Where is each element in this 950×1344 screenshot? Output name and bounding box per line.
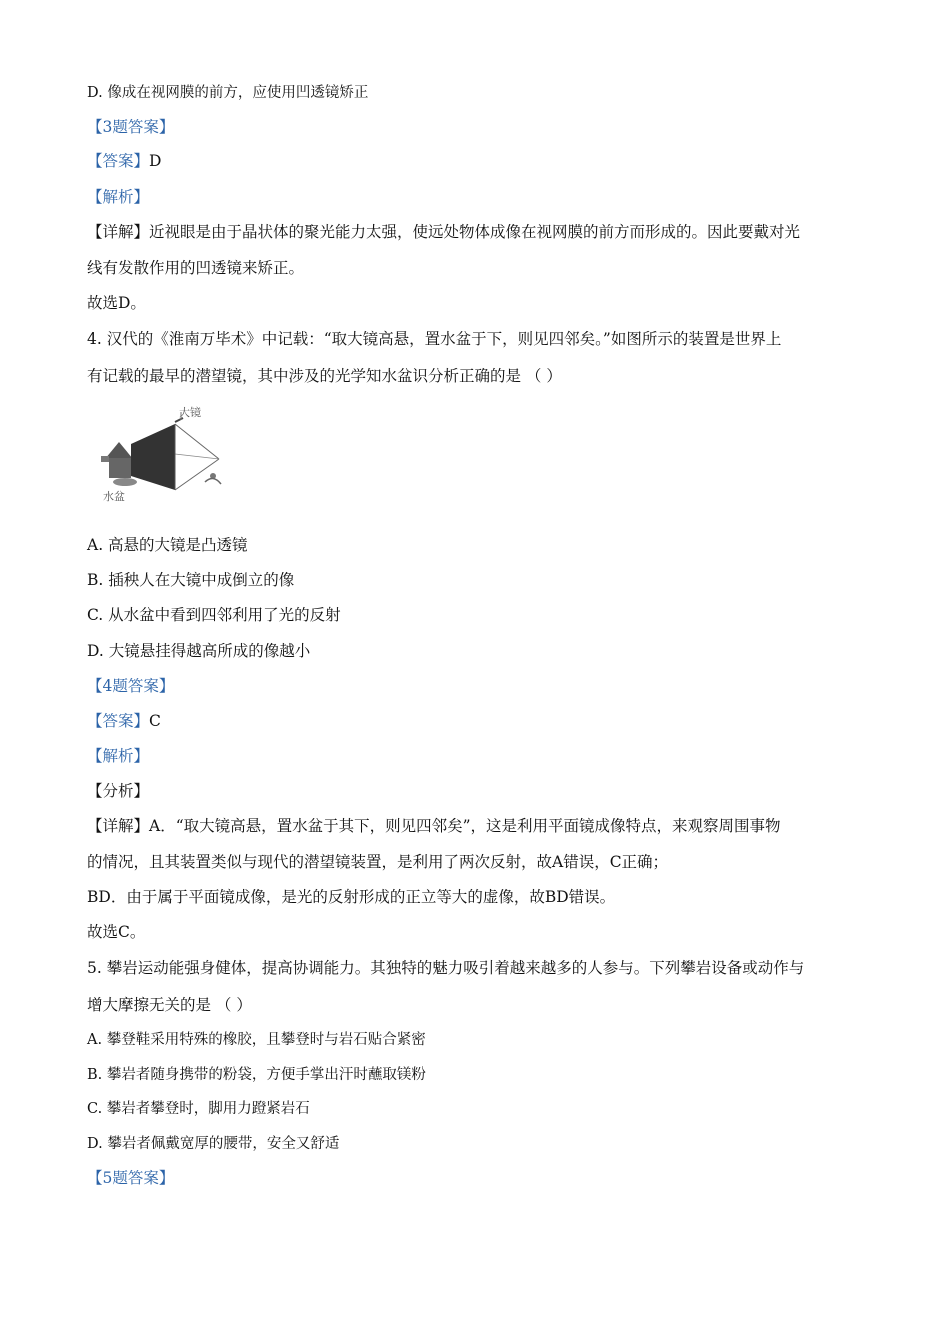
analysis-heading-q4: 【解析】 (87, 747, 150, 765)
conclusion-q4: 故选C。 (87, 923, 146, 941)
explanation-q3-line1: 【详解】近视眼是由于晶状体的聚光能力太强，使远处物体成像在视网膜的前方而形成的。因此要戴对光 (87, 223, 801, 241)
option-4c: C. 从水盆中看到四邻利用了光的反射 (87, 606, 341, 624)
conclusion-q3: 故选D。 (87, 294, 146, 312)
question-4-line2: 有记载的最早的潜望镜，其中涉及的光学知水盆识分析正确的是 （ ） (87, 367, 562, 385)
option-4b: B. 插秧人在大镜中成倒立的像 (87, 571, 295, 589)
line-q3-option-d: D. 像成在视网膜的前方，应使用凹透镜矫正 (87, 85, 369, 101)
analysis-q4: 【分析】 (87, 782, 150, 800)
periscope-illustration (97, 404, 227, 504)
answer-q3: 【答案】D (87, 152, 162, 170)
explanation-q3-line2: 线有发散作用的凹透镜来矫正。 (87, 259, 305, 277)
answer-q4-value: C (149, 712, 161, 730)
explanation-q4-line1: 【详解】A．“取大镜高悬，置水盆于其下，则见四邻矣”，这是利用平面镜成像特点，来观察周围事物 (87, 817, 781, 835)
explanation-q4-line3: BD．由于属于平面镜成像，是光的反射形成的正立等大的虚像，故BD错误。 (87, 888, 616, 906)
question-4-line1: 4. 汉代的《淮南万毕术》中记载：“取大镜高悬，置水盆于下，则见四邻矣。”如图所示的装置是世界上 (87, 330, 782, 348)
question-5-line1: 5. 攀岩运动能强身健体，提高协调能力。其独特的魅力吸引着越来越多的人参与。下列攀岩设备或动作与 (87, 959, 805, 977)
answer-heading-q4: 【4题答案】 (87, 677, 175, 695)
explanation-q4-line2: 的情况，且其装置类似与现代的潜望镜装置，是利用了两次反射，故A错误，C正确； (87, 853, 669, 871)
answer-q3-value: D (149, 152, 162, 170)
answer-q4: 【答案】C (87, 712, 161, 730)
option-4a: A. 高悬的大镜是凸透镜 (87, 536, 248, 554)
option-5c: C. 攀岩者攀登时，脚用力蹬紧岩石 (87, 1101, 310, 1117)
analysis-heading-q3: 【解析】 (87, 188, 150, 206)
option-5a: A. 攀登鞋采用特殊的橡胶，且攀登时与岩石贴合紧密 (87, 1032, 426, 1048)
label-mirror: 大镜 (179, 406, 201, 419)
label-basin: 水盆 (103, 490, 125, 503)
question-5-line2: 增大摩擦无关的是 （ ） (87, 996, 252, 1014)
option-5b: B. 攀岩者随身携带的粉袋，方便手掌出汗时蘸取镁粉 (87, 1067, 426, 1083)
periscope-figure (97, 404, 227, 504)
answer-heading-q5: 【5题答案】 (87, 1169, 175, 1187)
option-4d: D. 大镜悬挂得越高所成的像越小 (87, 642, 311, 660)
answer-heading-q3: 【3题答案】 (87, 118, 175, 136)
option-5d: D. 攀岩者佩戴宽厚的腰带，安全又舒适 (87, 1136, 340, 1152)
